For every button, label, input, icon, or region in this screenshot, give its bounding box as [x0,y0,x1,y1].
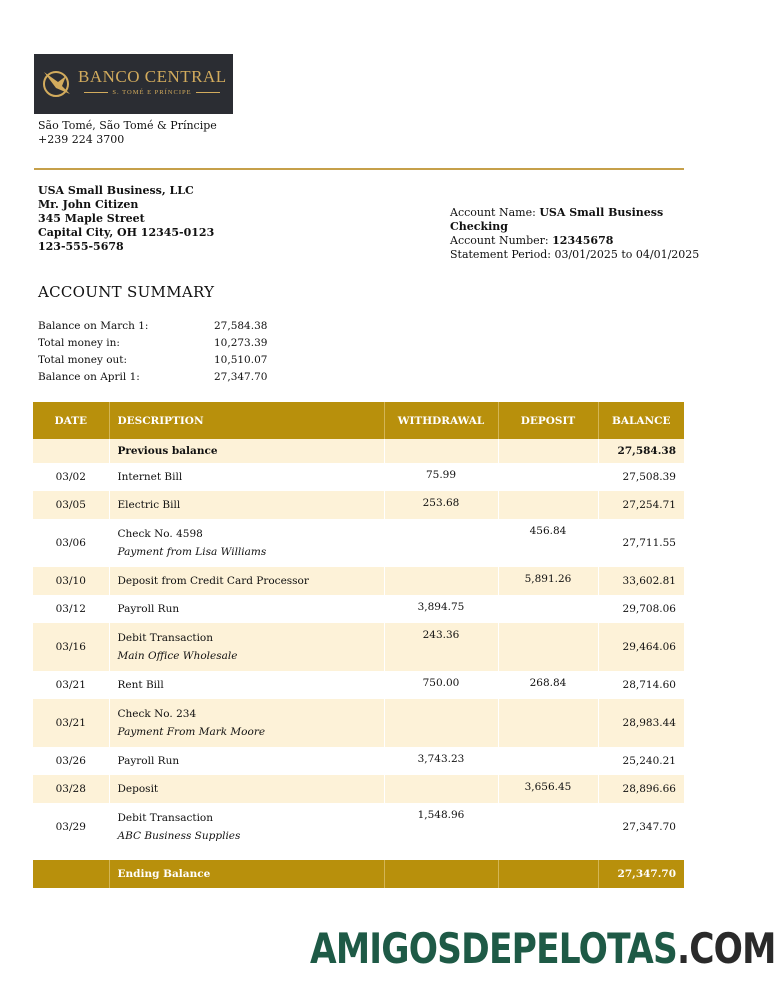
withdrawal-cell: 750.00 [384,671,498,699]
description-text: Deposit [117,783,159,795]
description-text: Check No. 234 [117,708,197,720]
ending-balance-label: Ending Balance [109,860,384,888]
deposit-cell: 3,656.45 [498,775,598,803]
summary-value: 10,510.07 [214,354,268,366]
deposit-cell: 456.84 [498,519,598,567]
description-text: Electric Bill [117,499,181,511]
description-cell [109,699,384,747]
description-cell [109,491,384,519]
description-text: Debit Transaction [117,812,214,824]
ending-balance-value: 27,347.70 [598,860,684,888]
header-deposit: DEPOSIT [498,402,598,439]
hummingbird-icon [36,62,76,106]
withdrawal-cell: 243.36 [384,623,498,671]
summary-label: Total money in: [38,337,120,349]
account-name: USA Small Business Checking [450,206,664,233]
table-cell [33,851,109,860]
statement-period-label: Statement Period: [450,248,551,261]
logo-subtitle: S. TOMÉ E PRÍNCIPE [78,89,226,96]
withdrawal-cell [384,699,498,747]
balance-cell: 27,347.70 [598,803,684,851]
date-cell: 03/10 [33,567,109,595]
header-balance: BALANCE [598,402,684,439]
description-cell [109,747,384,775]
ending-balance-row [33,860,684,888]
deposit-cell: 5,891.26 [498,567,598,595]
balance-cell: 28,896.66 [598,775,684,803]
balance-cell: 33,602.81 [598,567,684,595]
customer-street: 345 Maple Street [38,212,145,225]
description-cell [109,567,384,595]
date-cell: 03/02 [55,471,86,483]
summary-row [38,354,278,371]
account-summary [38,320,278,388]
logo-title: BANCO CENTRAL [78,67,227,86]
balance-cell: 29,464.06 [598,623,684,671]
statement-period-line [450,248,720,262]
date-cell: 03/29 [55,821,86,833]
table-cell [33,439,109,463]
summary-title: ACCOUNT SUMMARY [38,283,215,301]
description-cell [109,803,384,851]
table-row [33,623,684,671]
table-row [33,699,684,747]
deposit-cell [498,623,598,671]
table-cell [384,860,498,888]
table-row [33,567,684,595]
description-text: Rent Bill [117,679,164,691]
table-header-row [33,402,684,439]
deposit-cell [498,463,598,491]
summary-row [38,371,278,388]
watermark-suffix: .COM [676,924,776,973]
deposit-cell [498,491,598,519]
previous-balance-label: Previous balance [109,439,384,463]
account-info [450,206,720,262]
description-text: Payroll Run [117,603,180,615]
summary-value: 27,584.38 [214,320,268,332]
watermark-main: AMIGOSDEPELOTAS [310,924,677,973]
description-cell [109,463,384,491]
withdrawal-cell: 3,894.75 [384,595,498,623]
date-cell: 03/26 [55,755,86,767]
account-number-line [450,234,720,248]
date-cell: 03/12 [55,603,86,615]
balance-cell: 28,983.44 [598,699,684,747]
deposit-cell [498,803,598,851]
header-divider [34,168,684,170]
account-number-label: Account Number: [450,234,549,247]
table-row [33,775,684,803]
table-row [33,595,684,623]
description-text: Check No. 4598 [117,528,203,540]
withdrawal-cell [384,567,498,595]
withdrawal-cell: 3,743.23 [384,747,498,775]
description-detail: Payment from Lisa Williams [117,546,267,558]
description-cell [109,519,384,567]
summary-label: Balance on March 1: [38,320,149,332]
description-text: Internet Bill [117,471,183,483]
table-cell [598,851,684,860]
date-cell: 03/21 [33,699,109,747]
summary-row [38,320,278,337]
date-cell: 03/28 [33,775,109,803]
account-number: 12345678 [552,234,614,247]
table-row [33,491,684,519]
bank-phone: +239 224 3700 [38,133,125,146]
table-cell [498,860,598,888]
customer-address [38,184,214,254]
table-cell [109,851,384,860]
deposit-cell [498,747,598,775]
description-detail: Main Office Wholesale [117,650,238,662]
table-cell [33,860,109,888]
table-row [33,519,684,567]
summary-label: Balance on April 1: [38,371,140,383]
table-row [33,747,684,775]
withdrawal-cell [384,519,498,567]
table-row [33,803,684,851]
balance-cell: 29,708.06 [598,595,684,623]
withdrawal-cell [384,775,498,803]
spacer-row [33,851,684,860]
summary-value: 27,347.70 [214,371,268,383]
customer-city: Capital City, OH 12345-0123 [38,226,215,239]
deposit-cell: 268.84 [498,671,598,699]
bank-address [38,119,217,147]
withdrawal-cell: 75.99 [384,463,498,491]
description-cell [109,595,384,623]
account-name-label: Account Name: [450,206,536,219]
statement-period: 03/01/2025 to 04/01/2025 [554,248,700,261]
date-cell: 03/16 [33,623,109,671]
description-text: Debit Transaction [117,632,214,644]
balance-cell: 25,240.21 [598,747,684,775]
summary-row [38,337,278,354]
description-detail: Payment From Mark Moore [117,726,266,738]
summary-label: Total money out: [38,354,128,366]
description-cell [109,671,384,699]
transactions-table [33,402,684,888]
table-cell [384,851,498,860]
table-cell [498,851,598,860]
description-detail: ABC Business Supplies [117,830,241,842]
header-description: DESCRIPTION [109,402,384,439]
table-cell [384,439,498,463]
watermark [310,924,776,973]
date-cell: 03/05 [33,491,109,519]
withdrawal-cell: 253.68 [384,491,498,519]
bank-logo [34,54,233,114]
summary-value: 10,273.39 [214,337,268,349]
withdrawal-cell: 1,548.96 [384,803,498,851]
previous-balance-row [33,439,684,463]
deposit-cell [498,595,598,623]
balance-cell: 27,508.39 [598,463,684,491]
header-date: DATE [33,402,109,439]
description-text: Payroll Run [117,755,180,767]
customer-phone: 123-555-5678 [38,240,124,253]
deposit-cell [498,699,598,747]
date-cell: 03/06 [55,537,86,549]
balance-cell: 28,714.60 [598,671,684,699]
account-name-line [450,206,720,234]
date-cell: 03/21 [55,679,86,691]
table-row [33,671,684,699]
header-withdrawal: WITHDRAWAL [384,402,498,439]
description-cell [109,623,384,671]
description-cell [109,775,384,803]
balance-cell: 27,711.55 [598,519,684,567]
previous-balance-value: 27,584.38 [598,439,684,463]
description-text: Deposit from Credit Card Processor [117,575,309,587]
table-cell [498,439,598,463]
customer-contact: Mr. John Citizen [38,198,139,211]
customer-company: USA Small Business, LLC [38,184,194,197]
table-row [33,463,684,491]
balance-cell: 27,254.71 [598,491,684,519]
bank-location: São Tomé, São Tomé & Príncipe [38,119,217,132]
